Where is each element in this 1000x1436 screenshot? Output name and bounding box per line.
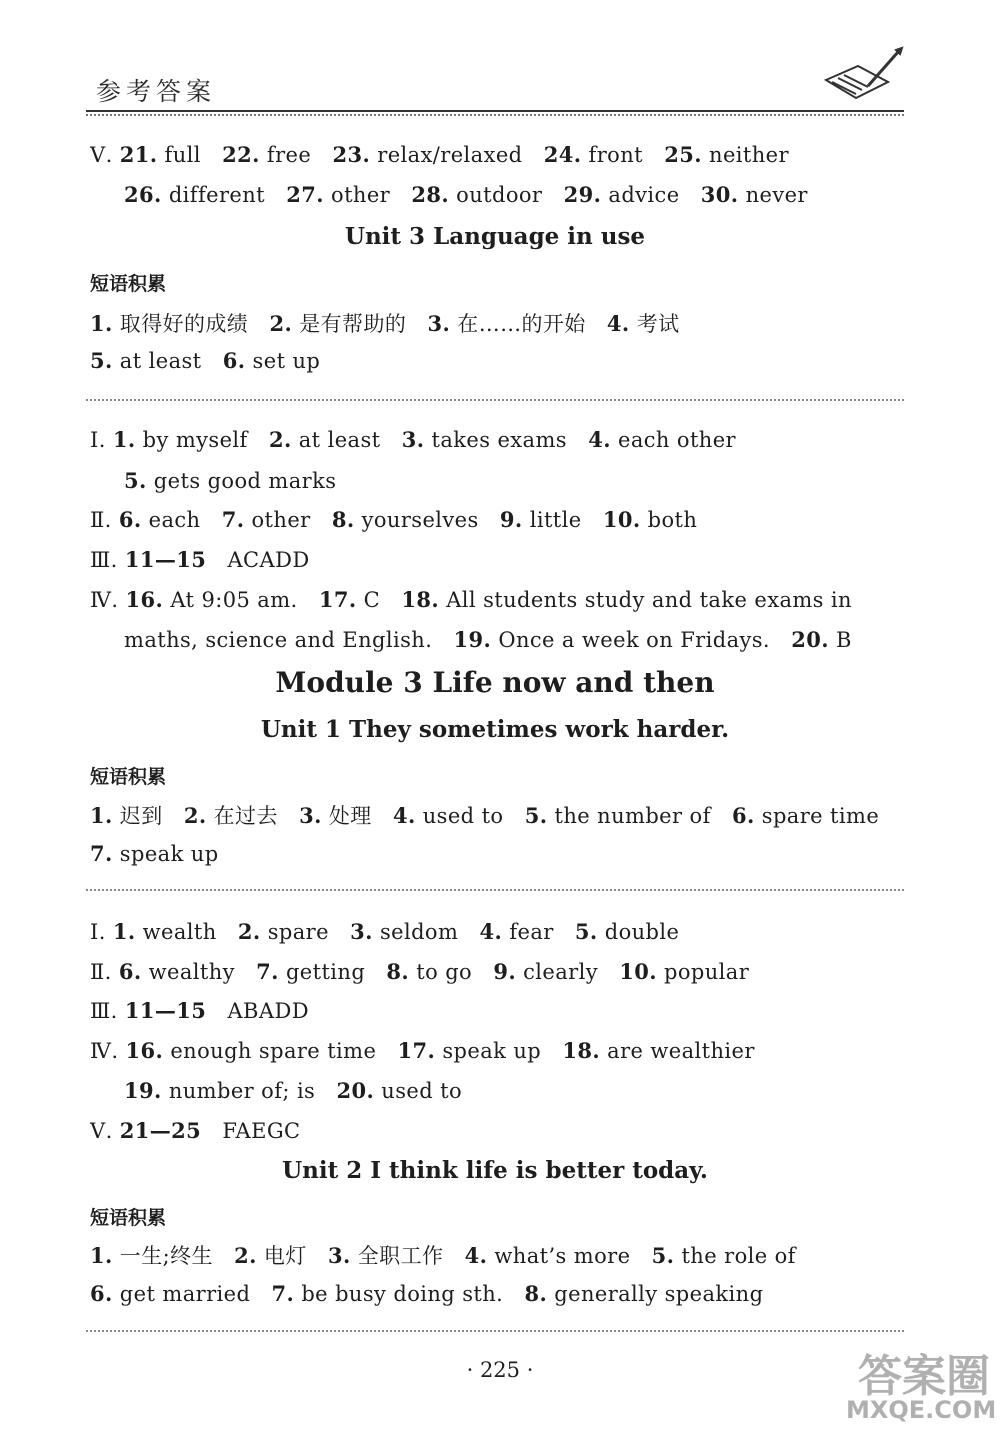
answer-line: Ⅳ. 16. At 9:05 am. 17. C 18. All students study and take exams in: [90, 587, 852, 612]
answer-line: Ⅴ. 21—25 FAEGC: [90, 1118, 301, 1143]
answer-line: Ⅳ. 16. enough spare time 17. speak up 18. are wealthier: [90, 1038, 755, 1063]
phrase-line: 1. 取得好的成绩 2. 是有帮助的 3. 在……的开始 4. 考试: [90, 311, 680, 336]
phrases-label: 短语积累: [90, 766, 167, 788]
dotted-divider: [86, 889, 904, 891]
answer-line: Ⅲ. 11—15 ABADD: [90, 998, 309, 1023]
header-rule: [86, 110, 904, 112]
phrases-label: 短语积累: [90, 1207, 167, 1229]
page-number: · 225 ·: [466, 1358, 534, 1382]
answer-line: Ⅲ. 11—15 ACADD: [90, 547, 310, 572]
answer-line: Ⅱ. 6. wealthy 7. getting 8. to go 9. clearly 10. popular: [90, 959, 750, 984]
answer-line: maths, science and English. 19. Once a week on Fridays. 20. B: [124, 627, 852, 652]
answer-line: Ⅴ. 21. full 22. free 23. relax/relaxed 24. front 25. neither: [90, 142, 789, 167]
phrase-line: 1. 迟到 2. 在过去 3. 处理 4. used to 5. the number of 6. spare time: [90, 803, 880, 828]
answer-line: Ⅱ. 6. each 7. other 8. yourselves 9. little 10. both: [90, 507, 698, 532]
notepad-pen-icon: [818, 46, 908, 110]
unit-title: Unit 3 Language in use: [344, 223, 646, 250]
dotted-divider: [86, 1330, 904, 1332]
answer-line: 26. different 27. other 28. outdoor 29. advice 30. never: [124, 182, 808, 207]
answer-line: 5. gets good marks: [124, 468, 337, 493]
answer-line: Ⅰ. 1. by myself 2. at least 3. takes exams 4. each other: [90, 427, 736, 452]
header-title: 参考答案: [96, 77, 217, 106]
unit-title: Unit 2 I think life is better today.: [282, 1157, 708, 1184]
watermark-logo: 答案圈: [858, 1351, 990, 1402]
unit-title: Unit 1 They sometimes work harder.: [260, 716, 730, 743]
phrase-line: 6. get married 7. be busy doing sth. 8. generally speaking: [90, 1281, 764, 1306]
module-title: Module 3 Life now and then: [275, 666, 715, 699]
phrase-line: 1. 一生;终生 2. 电灯 3. 全职工作 4. what’s more 5. the role of: [90, 1243, 796, 1268]
answer-line: 19. number of; is 20. used to: [124, 1078, 463, 1103]
answer-line: Ⅰ. 1. wealth 2. spare 3. seldom 4. fear 5. double: [90, 919, 680, 944]
dotted-divider: [86, 399, 904, 401]
phrase-line: 7. speak up: [90, 841, 219, 866]
phrases-label: 短语积累: [90, 273, 167, 295]
phrase-line: 5. at least 6. set up: [90, 348, 321, 373]
watermark-url: MXQE.COM: [846, 1396, 997, 1424]
header-dotted-rule: [86, 114, 904, 116]
